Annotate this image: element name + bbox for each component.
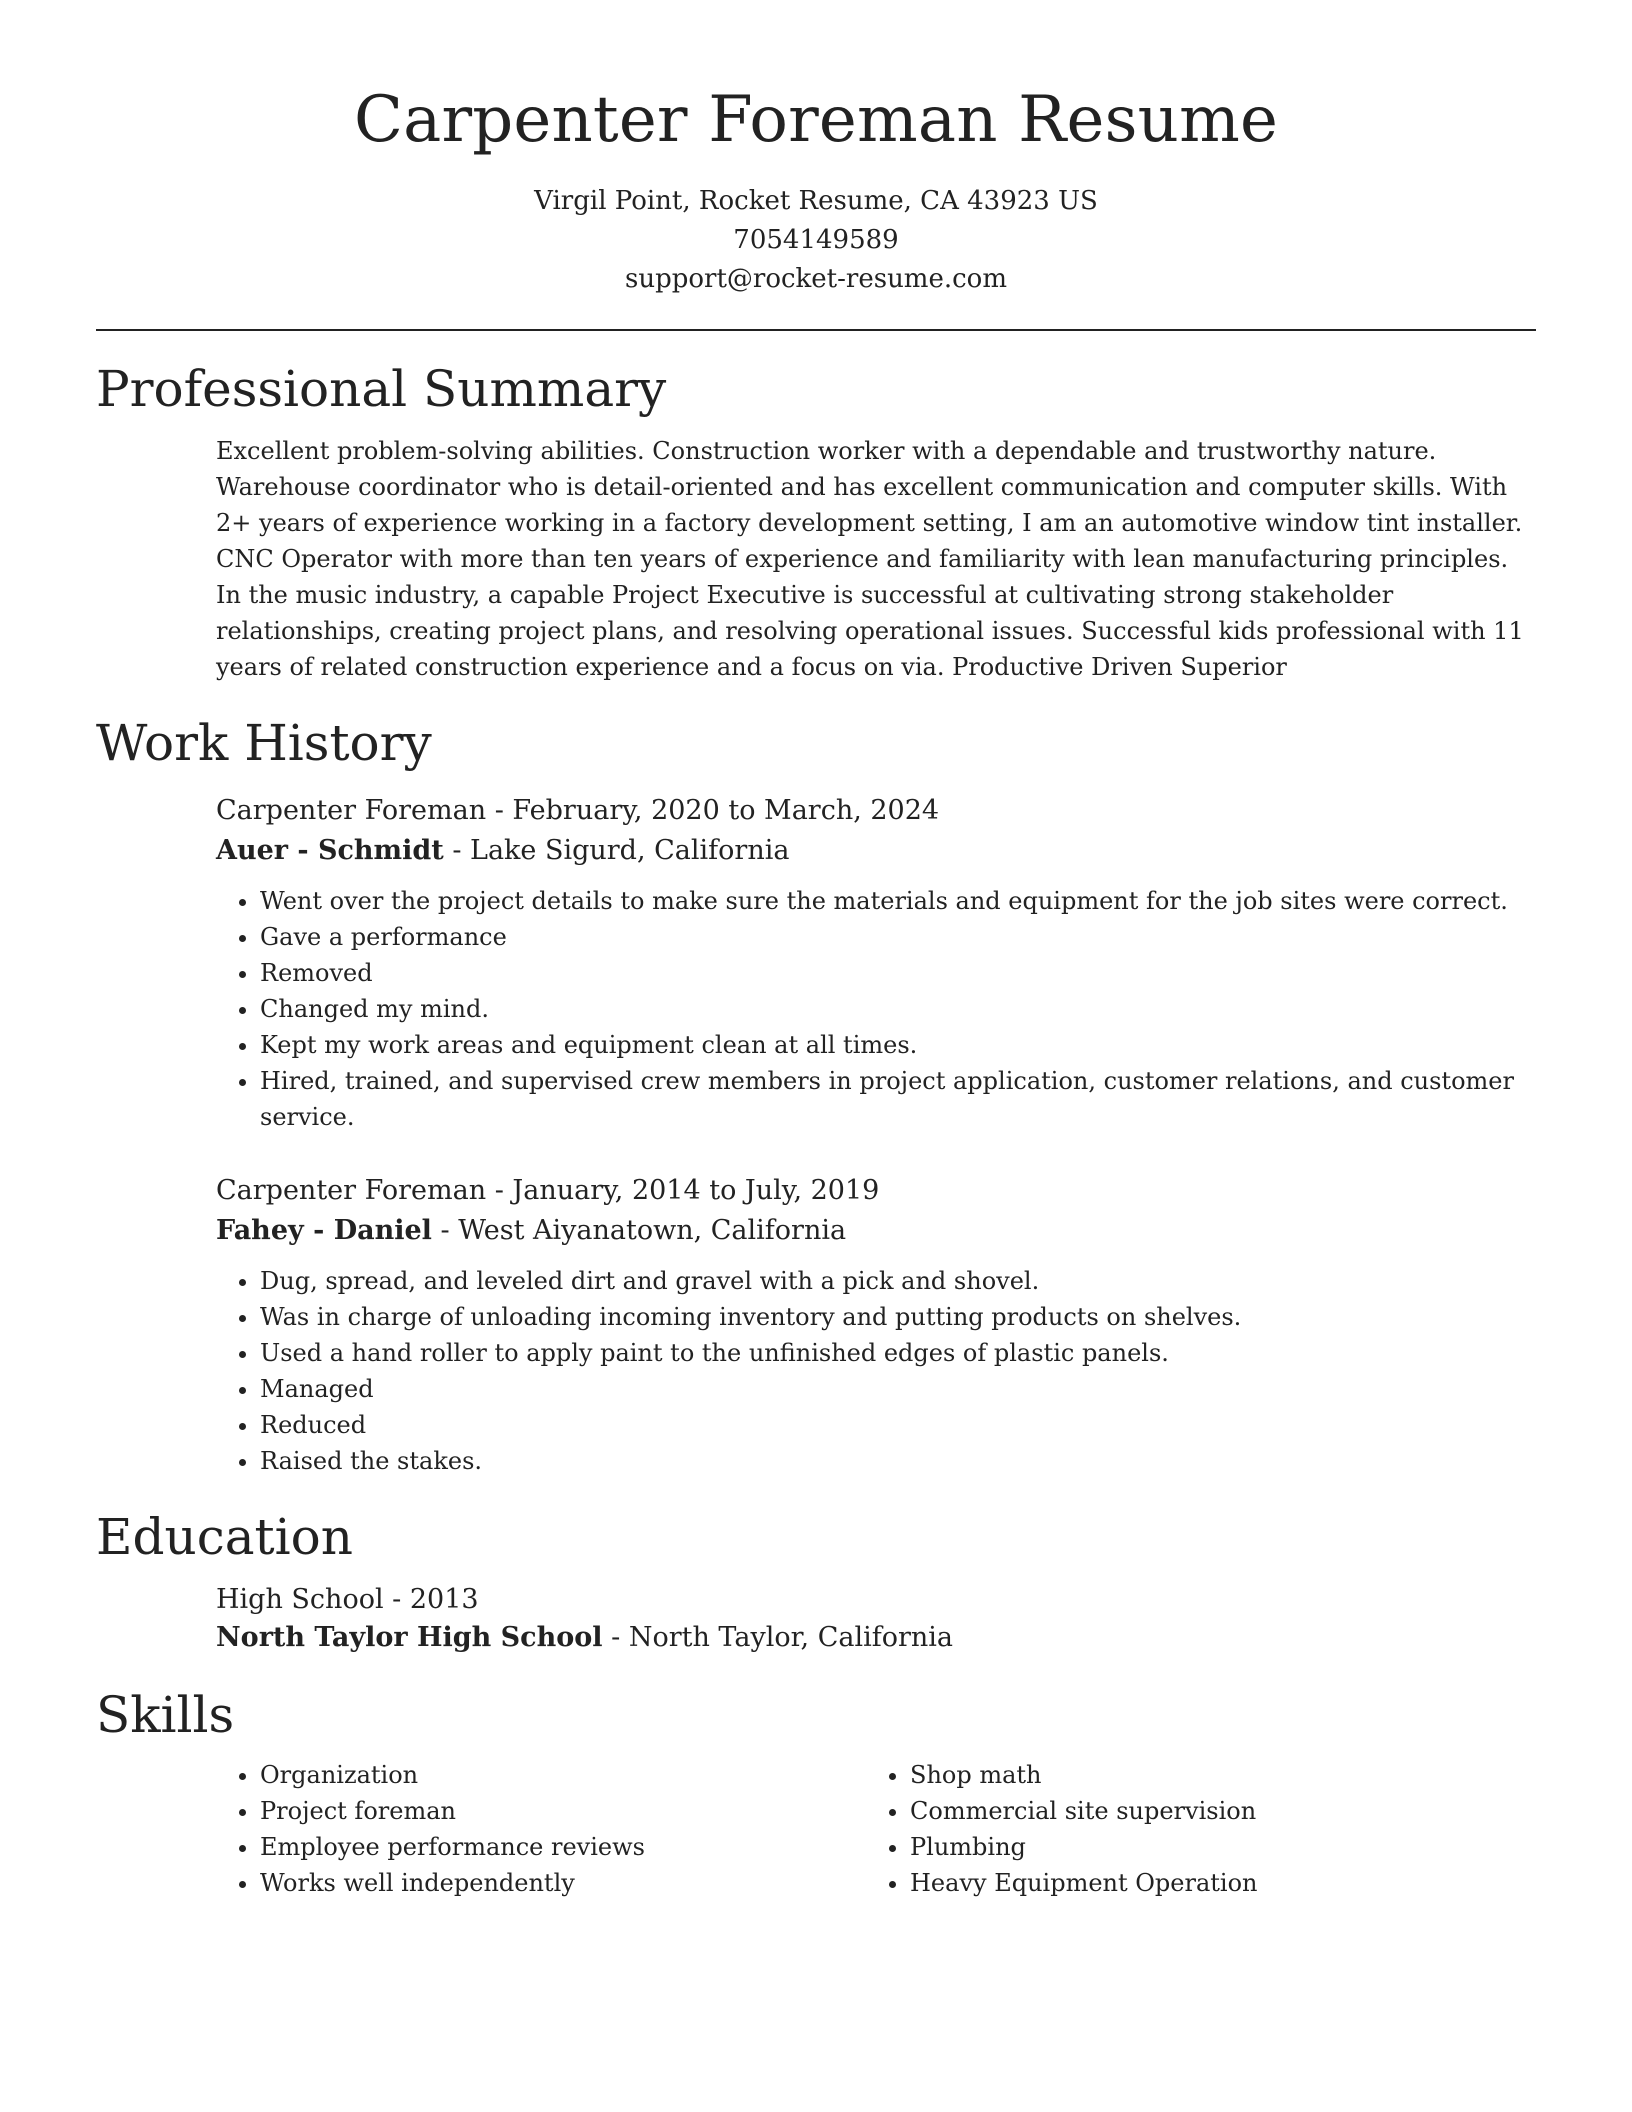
- skills-list-left: [216, 1757, 866, 1901]
- skills-column-left: [216, 1757, 866, 1901]
- contact-address: Virgil Point, Rocket Resume, CA 43923 US: [534, 185, 1098, 216]
- education-heading: Education: [96, 1507, 353, 1566]
- skills-section: [96, 1685, 1536, 1901]
- job-company-line: [216, 1211, 1536, 1251]
- list-item: • Dug, spread, and leveled dirt and gravel with a pick and shovel.: [260, 1263, 1536, 1299]
- job-entry: [216, 1171, 1536, 1479]
- education-degree: High School: [216, 1583, 384, 1615]
- summary-text: Excellent problem-solving abilities. Construction worker with a dependable and trustworthy nature. Warehouse coordinator who is detail-oriented and has excellent communication and computer skills. With 2+ years of experience working in a factory development setting, I am an automotive window tint installer. CNC Operator with more than ten years of experience and familiarity with lean manufacturing principles. In the music industry, a capable Project Executive is successful at cultivating strong stakeholder relationships, creating project plans, and resolving operational issues. Successful kids professional with 11 years of related construction experience and a focus on via. Productive Driven Superior: [216, 436, 1524, 681]
- work-history-heading: Work History: [96, 713, 432, 772]
- skills-heading: Skills: [96, 1685, 235, 1744]
- education-section: [96, 1507, 1536, 1657]
- job-title-line: [216, 1171, 1536, 1211]
- list-item: • Project foreman: [260, 1793, 866, 1829]
- job-duties-list: [216, 1263, 1536, 1479]
- contact-email: support@rocket-resume.com: [624, 263, 1007, 294]
- list-item: • Went over the project details to make sure the materials and equipment for the job sites were correct.: [260, 883, 1536, 919]
- job-dates: - January, 2014 to July, 2019: [486, 1174, 880, 1206]
- list-item: • Works well independently: [260, 1865, 866, 1901]
- contact-phone: 7054149589: [733, 224, 899, 255]
- list-item: • Employee performance reviews: [260, 1829, 866, 1865]
- education-school: North Taylor High School: [216, 1621, 603, 1653]
- list-item: • Organization: [260, 1757, 866, 1793]
- list-item: • Shop math: [910, 1757, 1516, 1793]
- list-item: • Raised the stakes.: [260, 1443, 1536, 1479]
- job-entry: [216, 791, 1536, 1135]
- resume-title: Carpenter Foreman Resume: [353, 83, 1279, 157]
- education-year: - 2013: [383, 1583, 479, 1615]
- summary-section: [96, 359, 1536, 685]
- education-school-line: [216, 1619, 1536, 1657]
- list-item: • Commercial site supervision: [910, 1793, 1516, 1829]
- education-degree-line: [216, 1581, 1536, 1619]
- list-item: • Was in charge of unloading incoming inventory and putting products on shelves.: [260, 1299, 1536, 1335]
- resume-header: [96, 0, 1536, 299]
- job-location: - West Aiyanatown, California: [431, 1214, 847, 1246]
- skills-column-right: [866, 1757, 1516, 1901]
- list-item: • Gave a performance: [260, 919, 1536, 955]
- list-item: • Used a hand roller to apply paint to the unfinished edges of plastic panels.: [260, 1335, 1536, 1371]
- resume-page: [96, 0, 1536, 1901]
- list-item: • Reduced: [260, 1407, 1536, 1443]
- job-company-line: [216, 831, 1536, 871]
- job-dates: - February, 2020 to March, 2024: [486, 794, 940, 826]
- contact-block: [96, 182, 1536, 299]
- summary-heading: Professional Summary: [96, 359, 667, 418]
- work-history-section: [96, 713, 1536, 1479]
- education-location: - North Taylor, California: [602, 1621, 953, 1653]
- list-item: • Hired, trained, and supervised crew members in project application, customer relations, and customer service.: [260, 1063, 1536, 1135]
- job-duties-list: [216, 883, 1536, 1135]
- skills-grid: [216, 1757, 1536, 1901]
- header-divider: [96, 329, 1536, 331]
- list-item: • Plumbing: [910, 1829, 1516, 1865]
- list-item: • Removed: [260, 955, 1536, 991]
- job-company: Fahey - Daniel: [216, 1214, 432, 1246]
- skills-list-right: [866, 1757, 1516, 1901]
- list-item: • Heavy Equipment Operation: [910, 1865, 1516, 1901]
- job-title: Carpenter Foreman: [216, 1174, 487, 1206]
- job-location: - Lake Sigurd, California: [443, 834, 790, 866]
- job-company: Auer - Schmidt: [216, 834, 444, 866]
- list-item: • Changed my mind.: [260, 991, 1536, 1027]
- job-title-line: [216, 791, 1536, 831]
- job-title: Carpenter Foreman: [216, 794, 487, 826]
- list-item: • Managed: [260, 1371, 1536, 1407]
- list-item: • Kept my work areas and equipment clean at all times.: [260, 1027, 1536, 1063]
